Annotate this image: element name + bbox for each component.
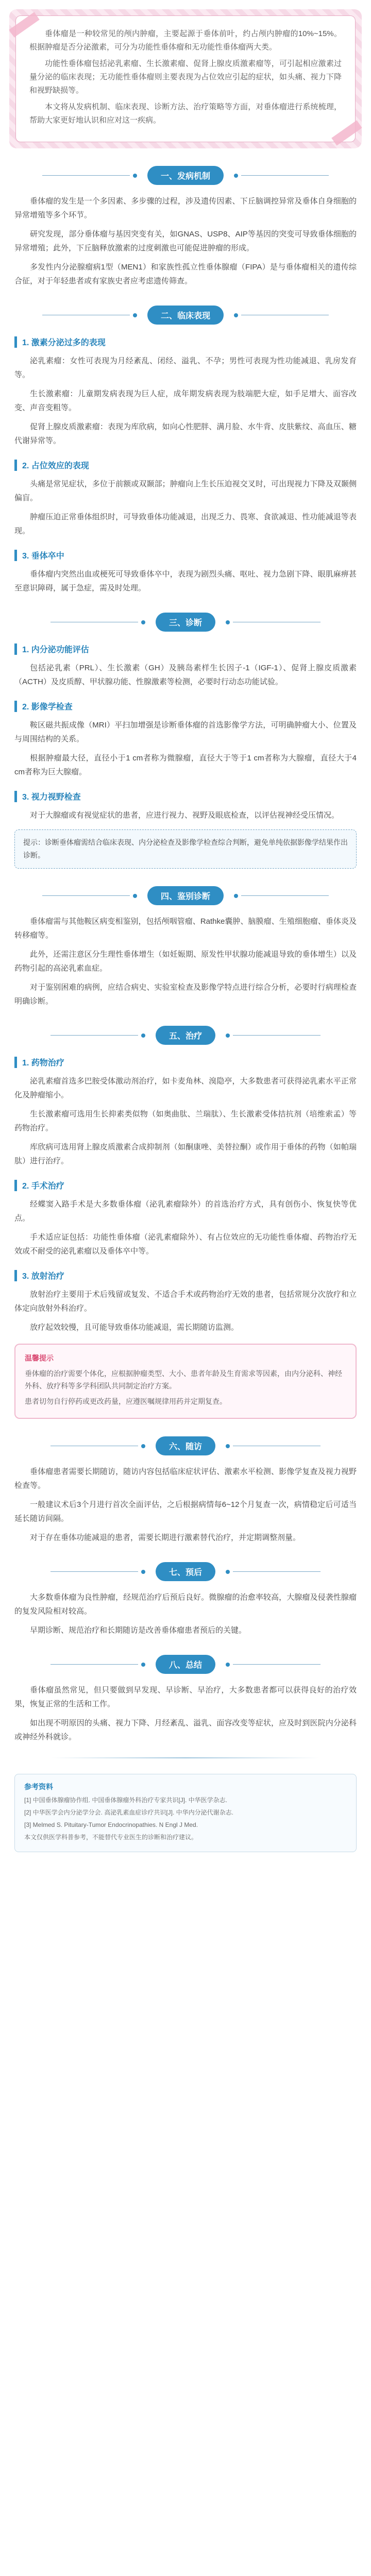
- paragraph: 多发性内分泌腺瘤病1型（MEN1）和家族性孤立性垂体腺瘤（FIPA）是与垂体瘤相关的遗传综合征，对于年轻患者或有家族史者应考虑遗传筛查。: [14, 263, 357, 285]
- paragraph: 对于存在垂体功能减退的患者，需要长期进行激素替代治疗，并定期调整剂量。: [30, 1533, 301, 1542]
- sub-heading-bar: [14, 550, 17, 561]
- paragraph: 垂体瘤患者需要长期随访，随访内容包括临床症状评估、激素水平检测、影像学复查及视力视野检查等。: [14, 1467, 357, 1490]
- section-title: 三、诊断: [156, 613, 215, 632]
- header-dot: [234, 313, 238, 317]
- section-body: [14, 914, 357, 1008]
- section-title: 一、发病机制: [147, 166, 224, 185]
- section-header: [0, 1562, 371, 1581]
- section-header: [0, 613, 371, 632]
- section-body: [14, 1683, 357, 1744]
- callout-text: 提示：诊断垂体瘤需结合临床表现、内分泌检查及影像学检查综合判断，避免单纯依据影像学结果作出诊断。: [23, 838, 348, 859]
- header-line: [233, 1571, 321, 1572]
- header-line: [50, 1035, 138, 1036]
- header-dot: [141, 1663, 145, 1667]
- header-dot: [226, 1663, 230, 1667]
- reference-item: [3] Melmed S. Pituitary-Tumor Endocrinopathies. N Engl J Med.: [24, 1821, 198, 1828]
- header-line: [50, 1571, 138, 1572]
- sub-heading: 1. 药物治疗: [14, 1056, 357, 1068]
- sub-heading: 1. 内分泌功能评估: [14, 643, 357, 655]
- section-title: 六、随访: [156, 1436, 215, 1455]
- section-body: [14, 808, 357, 822]
- paragraph: 包括泌乳素（PRL）、生长激素（GH）及胰岛素样生长因子-1（IGF-1）、促肾上腺皮质激素（ACTH）及皮质醇、甲状腺功能、性腺激素等检测，必要时行动态功能试验。: [14, 664, 357, 686]
- header-dot: [234, 174, 238, 178]
- section-title: 五、治疗: [156, 1026, 215, 1045]
- header-line: [233, 1664, 321, 1665]
- paragraph: 对于鉴别困难的病例，应结合病史、实验室检查及影像学特点进行综合分析，必要时行病理检查明确诊断。: [14, 983, 357, 1006]
- paragraph: 库欣病可选用肾上腺皮质激素合成抑制剂（如酮康唑、美替拉酮）或作用于垂体的药物（如帕瑞肽）进行治疗。: [14, 1143, 357, 1165]
- sub-heading: 2. 手术治疗: [14, 1179, 357, 1191]
- paragraph: 肿瘤压迫正常垂体组织时，可导致垂体功能减退，出现乏力、畏寒、食欲减退、性功能减退等表现。: [14, 513, 357, 535]
- section-body: [14, 661, 357, 689]
- paragraph: 早期诊断、规范治疗和长期随访是改善垂体瘤患者预后的关键。: [30, 1626, 247, 1635]
- intro-paragraph: 垂体瘤是一种较常见的颅内肿瘤，主要起源于垂体前叶，约占颅内肿瘤的10%~15%。根据肿瘤是否分泌激素，可分为功能性垂体瘤和无功能性垂体瘤两大类。: [29, 29, 342, 52]
- paragraph: 垂体瘤需与其他鞍区病变相鉴别，包括颅咽管瘤、Rathke囊肿、脑膜瘤、生殖细胞瘤、垂体炎及转移瘤等。: [14, 917, 357, 940]
- intro-box: [15, 15, 356, 142]
- paragraph: 手术适应证包括：功能性垂体瘤（泌乳素瘤除外）、有占位效应的无功能性垂体瘤、药物治疗无效或不耐受的泌乳素瘤以及垂体卒中等。: [14, 1233, 357, 1256]
- paragraph: 放疗起效较慢，且可能导致垂体功能减退，需长期随访监测。: [30, 1323, 239, 1332]
- section-body: [14, 1465, 357, 1545]
- header-dot: [133, 894, 137, 898]
- reference-card: [14, 1774, 357, 1852]
- header-line: [233, 1035, 321, 1036]
- header-line: [241, 175, 329, 176]
- paragraph: 放射治疗主要用于术后残留或复发、不适合手术或药物治疗无效的患者，包括常规分次放疗和立体定向放射外科治疗。: [14, 1290, 357, 1313]
- sub-heading-bar: [14, 336, 17, 348]
- paragraph: 此外，还需注意区分生理性垂体增生（如妊娠期、原发性甲状腺功能减退导致的垂体增生）以及药物引起的高泌乳素血症。: [14, 950, 357, 973]
- sub-heading-bar: [14, 701, 17, 712]
- section-header: [0, 1436, 371, 1455]
- section-body: [14, 194, 357, 288]
- header-dot: [226, 1033, 230, 1038]
- tip-text: 垂体瘤的治疗需要个体化，应根据肿瘤类型、大小、患者年龄及生育需求等因素，由内分泌科、神经外科、放疗科等多学科团队共同制定治疗方案。: [25, 1369, 342, 1390]
- section-header: [0, 1026, 371, 1045]
- header-line: [241, 895, 329, 896]
- reference-item: [2] 中华医学会内分泌学分会. 高泌乳素血症诊疗共识[J]. 中华内分泌代谢杂志.: [24, 1809, 234, 1816]
- paragraph: 如出现不明原因的头痛、视力下降、月经紊乱、溢乳、面容改变等症状，应及时到医院内分泌科或神经外科就诊。: [14, 1719, 357, 1741]
- sub-heading-bar: [14, 1270, 17, 1281]
- intro-paragraph: 本文将从发病机制、临床表现、诊断方法、治疗策略等方面，对垂体瘤进行系统梳理，帮助大家更好地认识和应对这一疾病。: [29, 103, 342, 125]
- header-dot: [226, 620, 230, 624]
- header-dot: [141, 620, 145, 624]
- reference-title: 参考资料: [24, 1783, 53, 1791]
- section-body: [14, 354, 357, 448]
- diagnosis-callout: [14, 829, 357, 869]
- disclaimer: 本文仅供医学科普参考，不能替代专业医生的诊断和治疗建议。: [24, 1834, 198, 1841]
- paragraph: 经蝶窦入路手术是大多数垂体瘤（泌乳素瘤除外）的首选治疗方式，具有创伤小、恢复快等优点。: [14, 1200, 357, 1223]
- sub-heading-bar: [14, 643, 17, 655]
- section-title: 八、总结: [156, 1655, 215, 1674]
- sub-heading: 2. 占位效应的表现: [14, 459, 357, 471]
- sub-heading: 3. 视力视野检查: [14, 790, 357, 802]
- section-header: [0, 166, 371, 185]
- paragraph: 一般建议术后3个月进行首次全面评估，之后根据病情每6~12个月复查一次，病情稳定后可适当延长随访间隔。: [14, 1500, 357, 1523]
- header-dot: [133, 174, 137, 178]
- intro-frame: [9, 9, 362, 148]
- paragraph: 研究发现，部分垂体瘤与基因突变有关，如GNAS、USP8、AIP等基因的突变可导致垂体细胞的异常增殖；此外，下丘脑释放激素的过度刺激也可能促进肿瘤的形成。: [14, 230, 357, 252]
- section-title: 二、临床表现: [147, 306, 224, 325]
- sub-heading: 2. 影像学检查: [14, 700, 357, 712]
- intro-paragraph: 功能性垂体瘤包括泌乳素瘤、生长激素瘤、促肾上腺皮质激素瘤等，可引起相应激素过量分泌的临床表现；无功能性垂体瘤则主要表现为占位效应引起的症状，如头痛、视力下降和视野缺损等。: [29, 59, 342, 95]
- paragraph: 生长激素瘤：儿童期发病表现为巨人症，成年期发病表现为肢端肥大症，如手足增大、面容改变、声音变粗等。: [14, 389, 357, 412]
- header-dot: [226, 1444, 230, 1448]
- sub-heading-bar: [14, 460, 17, 471]
- header-line: [42, 175, 130, 176]
- paragraph: 鞍区磁共振成像（MRI）平扫加增强是诊断垂体瘤的首选影像学方法，可明确肿瘤大小、位置及与周围结构的关系。: [14, 721, 357, 743]
- header-line: [42, 895, 130, 896]
- section-body: [14, 477, 357, 538]
- paragraph: 垂体瘤的发生是一个多因素、多步骤的过程，涉及遗传因素、下丘脑调控异常及垂体自身细胞的异常增殖等多个环节。: [14, 197, 357, 219]
- sub-heading-bar: [14, 1057, 17, 1068]
- sub-heading: 3. 垂体卒中: [14, 549, 357, 561]
- section-body: [14, 1074, 357, 1168]
- paragraph: 大多数垂体瘤为良性肿瘤，经规范治疗后预后良好。微腺瘤的治愈率较高，大腺瘤及侵袭性腺瘤的复发风险相对较高。: [14, 1593, 357, 1616]
- section-title: 七、预后: [156, 1562, 215, 1581]
- sub-heading-bar: [14, 1180, 17, 1191]
- reference-item: [1] 中国垂体腺瘤协作组. 中国垂体腺瘤外科治疗专家共识[J]. 中华医学杂志.: [24, 1797, 228, 1804]
- tip-title: 温馨提示: [25, 1354, 54, 1362]
- paragraph: 垂体瘤内突然出血或梗死可导致垂体卒中，表现为剧烈头痛、呕吐、视力急剧下降、眼肌麻痹甚至意识障碍，属于急症，需及时处理。: [14, 570, 357, 592]
- sub-heading: 1. 激素分泌过多的表现: [14, 336, 357, 348]
- section-body: [14, 567, 357, 595]
- sub-heading: 3. 放射治疗: [14, 1269, 357, 1281]
- tip-text: 患者切勿自行停药或更改药量，应遵医嘱规律用药并定期复查。: [25, 1397, 227, 1405]
- header-dot: [141, 1033, 145, 1038]
- section-body: [14, 1590, 357, 1637]
- header-dot: [234, 894, 238, 898]
- section-title: 四、鉴别诊断: [147, 886, 224, 905]
- section-header: [0, 886, 371, 905]
- paragraph: 促肾上腺皮质激素瘤：表现为库欣病，如向心性肥胖、满月脸、水牛背、皮肤紫纹、高血压、糖代谢异常等。: [14, 422, 357, 445]
- sub-heading-bar: [14, 791, 17, 802]
- paragraph: 泌乳素瘤：女性可表现为月经紊乱、闭经、溢乳、不孕；男性可表现为性功能减退、乳房发育等。: [14, 357, 357, 379]
- header-dot: [141, 1570, 145, 1574]
- header-dot: [141, 1444, 145, 1448]
- paragraph: 根据肿瘤最大径，直径小于1 cm者称为微腺瘤，直径大于等于1 cm者称为大腺瘤，直径大于4 cm者称为巨大腺瘤。: [14, 754, 357, 776]
- header-dot: [133, 313, 137, 317]
- divider: [52, 1757, 319, 1758]
- header-line: [50, 1664, 138, 1665]
- section-body: [14, 1197, 357, 1258]
- paragraph: 泌乳素瘤首选多巴胺受体激动剂治疗，如卡麦角林、溴隐亭，大多数患者可获得泌乳素水平正常化及肿瘤缩小。: [14, 1077, 357, 1099]
- section-body: [14, 1287, 357, 1334]
- paragraph: 生长激素瘤可选用生长抑素类似物（如奥曲肽、兰瑞肽）、生长激素受体拮抗剂（培维索孟）等药物治疗。: [14, 1110, 357, 1132]
- paragraph: 垂体瘤虽然常见，但只要做到早发现、早诊断、早治疗，大多数患者都可以获得良好的治疗效果，恢复正常的生活和工作。: [14, 1686, 357, 1708]
- treatment-tip-box: [14, 1344, 357, 1419]
- paragraph: 对于大腺瘤或有视觉症状的患者，应进行视力、视野及眼底检查，以评估视神经受压情况。: [30, 811, 340, 820]
- section-header: [0, 306, 371, 325]
- header-dot: [226, 1570, 230, 1574]
- paragraph: 头痛是常见症状，多位于前额或双颞部；肿瘤向上生长压迫视交叉时，可出现视力下降及双颞侧偏盲。: [14, 480, 357, 502]
- section-header: [0, 1655, 371, 1674]
- section-body: [14, 718, 357, 779]
